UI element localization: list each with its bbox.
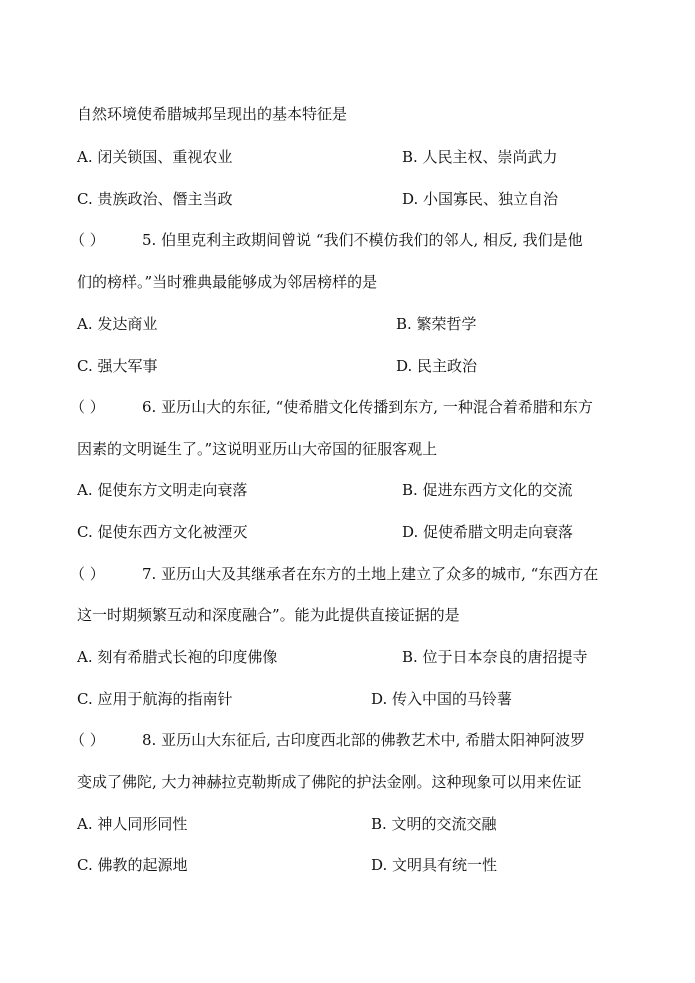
- question-5-line-1: [70, 230, 583, 250]
- question-5-option-c: C. 强大军事: [77, 357, 158, 375]
- question-6-line-1: [70, 397, 593, 417]
- question-5-text: 5. 伯里克利主政期间曾说 “我们不模仿我们的邻人, 相反, 我们是他: [142, 231, 583, 249]
- question-5-option-a: A. 发达商业: [77, 315, 158, 333]
- question-8-option-d: D. 文明具有统一性: [371, 856, 498, 874]
- question-8-text: 8. 亚历山大东征后, 古印度西北部的佛教艺术中, 希腊太阳神阿波罗: [142, 731, 586, 749]
- question-6-option-c: C. 促使东西方文化被湮灭: [77, 523, 248, 541]
- answer-blank: （ ）: [70, 231, 105, 249]
- question-6-option-a: A. 促使东方文明走向衰落: [77, 481, 248, 499]
- answer-blank: （ ）: [70, 565, 105, 583]
- question-4-option-d: D. 小国寡民、独立自治: [402, 190, 559, 208]
- answer-blank: （ ）: [70, 398, 105, 416]
- question-4-stem: 自然环境使希腊城邦呈现出的基本特征是: [77, 105, 348, 123]
- answer-blank: （ ）: [70, 731, 105, 749]
- question-5-line-2: 们的榜样。”当时雅典最能够成为邻居榜样的是: [77, 273, 378, 291]
- question-7-option-b: B. 位于日本奈良的唐招提寺: [402, 648, 588, 666]
- question-8-option-b: B. 文明的交流交融: [371, 815, 497, 833]
- question-8-option-c: C. 佛教的起源地: [77, 856, 188, 874]
- question-5-option-b: B. 繁荣哲学: [396, 315, 477, 333]
- question-4-option-c: C. 贵族政治、僭主当政: [77, 190, 233, 208]
- question-7-line-1: [70, 564, 598, 584]
- question-7-option-d: D. 传入中国的马铃薯: [371, 690, 513, 708]
- question-4-option-b: B. 人民主权、崇尚武力: [402, 148, 558, 166]
- question-8-option-a: A. 神人同形同性: [77, 815, 188, 833]
- question-6-option-d: D. 促使希腊文明走向衰落: [402, 523, 574, 541]
- question-8-line-1: [70, 730, 585, 750]
- question-6-option-b: B. 促进东西方文化的交流: [402, 481, 573, 499]
- question-7-option-a: A. 刻有希腊式长袍的印度佛像: [77, 648, 278, 666]
- question-7-text: 7. 亚历山大及其继承者在东方的土地上建立了众多的城市, “东西方在: [142, 565, 599, 583]
- question-6-text: 6. 亚历山大的东征, “使希腊文化传播到东方, 一种混合着希腊和东方: [142, 398, 593, 416]
- question-4-option-a: A. 闭关锁国、重视农业: [77, 148, 233, 166]
- question-7-line-2: 这一时期频繁互动和深度融合”。能为此提供直接证据的是: [77, 606, 460, 624]
- question-5-option-d: D. 民主政治: [396, 357, 478, 375]
- question-6-line-2: 因素的文明诞生了。”这说明亚历山大帝国的征服客观上: [77, 440, 438, 458]
- question-7-option-c: C. 应用于航海的指南针: [77, 690, 233, 708]
- question-8-line-2: 变成了佛陀, 大力神赫拉克勒斯成了佛陀的护法金刚。这种现象可以用来佐证: [77, 773, 582, 791]
